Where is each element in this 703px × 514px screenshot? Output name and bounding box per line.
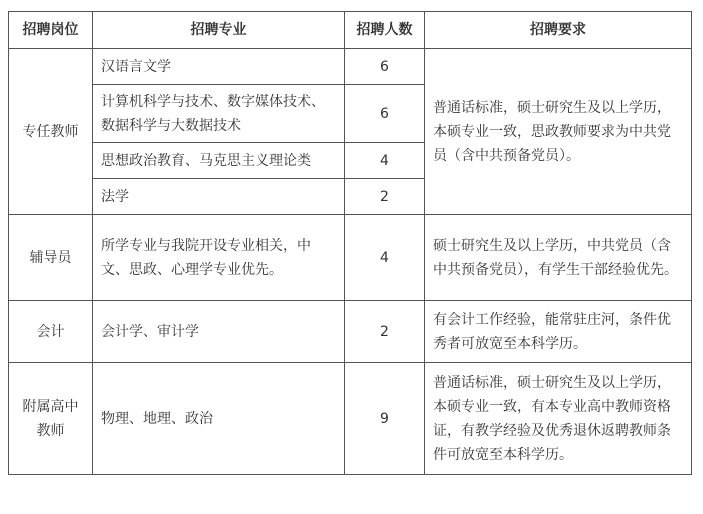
position-cell: 附属高中教师 <box>9 363 93 475</box>
position-cell: 专任教师 <box>9 49 93 215</box>
requirement-cell: 有会计工作经验，能常驻庄河，条件优秀者可放宽至本科学历。 <box>425 301 692 363</box>
header-requirement: 招聘要求 <box>425 12 692 49</box>
table-row <box>9 215 692 301</box>
requirement-cell: 硕士研究生及以上学历，中共党员（含中共预备党员），有学生干部经验优先。 <box>425 215 692 301</box>
major-cell: 计算机科学与技术、数字媒体技术、数据科学与大数据技术 <box>93 85 345 143</box>
table-row <box>9 301 692 363</box>
count-cell: 2 <box>345 179 425 215</box>
header-major: 招聘专业 <box>93 12 345 49</box>
count-cell: 4 <box>345 143 425 179</box>
requirement-cell: 普通话标准，硕士研究生及以上学历，本硕专业一致，有本专业高中教师资格证，有教学经验及优秀退休返聘教师条件可放宽至本科学历。 <box>425 363 692 475</box>
count-cell: 6 <box>345 85 425 143</box>
major-cell: 汉语言文学 <box>93 49 345 85</box>
count-cell: 9 <box>345 363 425 475</box>
count-cell: 4 <box>345 215 425 301</box>
header-count: 招聘人数 <box>345 12 425 49</box>
position-cell: 辅导员 <box>9 215 93 301</box>
major-cell: 所学专业与我院开设专业相关，中文、思政、心理学专业优先。 <box>93 215 345 301</box>
position-cell: 会计 <box>9 301 93 363</box>
major-cell: 法学 <box>93 179 345 215</box>
requirement-cell: 普通话标准，硕士研究生及以上学历，本硕专业一致，思政教师要求为中共党员（含中共预备党员）。 <box>425 49 692 215</box>
major-cell: 思想政治教育、马克思主义理论类 <box>93 143 345 179</box>
major-cell: 物理、地理、政治 <box>93 363 345 475</box>
count-cell: 2 <box>345 301 425 363</box>
header-position: 招聘岗位 <box>9 12 93 49</box>
count-cell: 6 <box>345 49 425 85</box>
major-cell: 会计学、审计学 <box>93 301 345 363</box>
table-row <box>9 49 692 85</box>
table-row <box>9 363 692 475</box>
header-row <box>9 12 692 49</box>
recruitment-table <box>8 11 692 475</box>
